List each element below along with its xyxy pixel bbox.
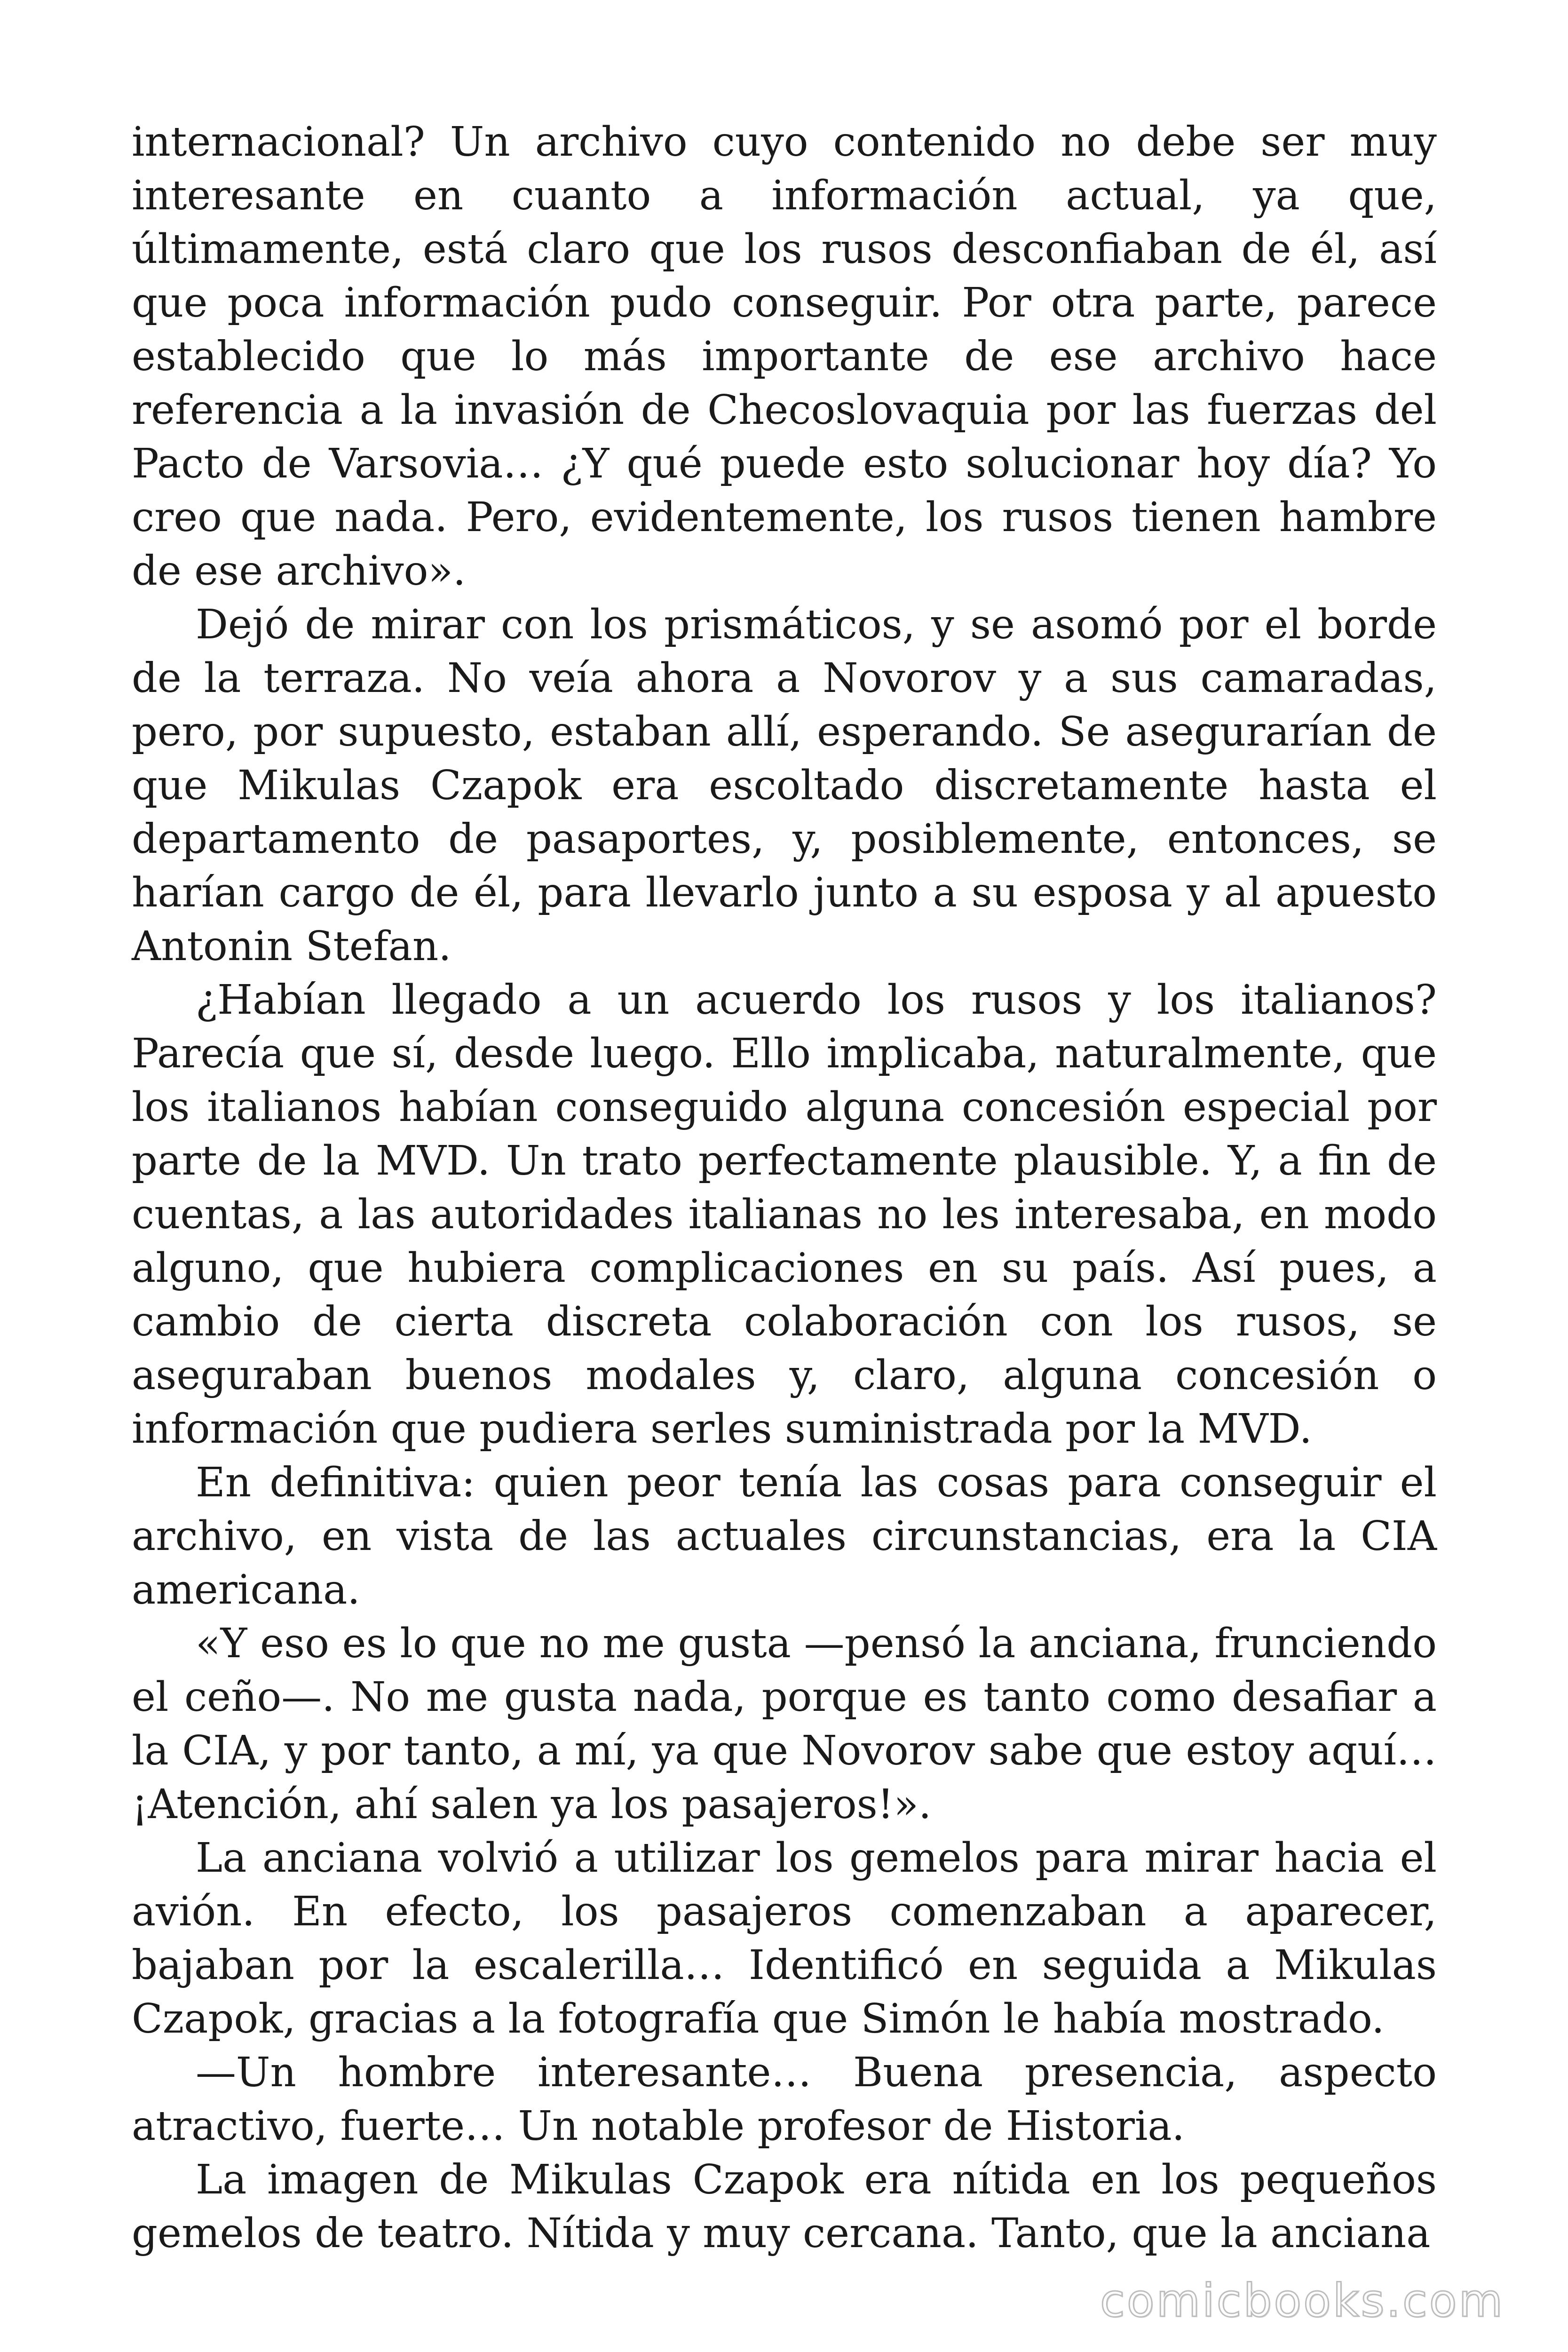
paragraph-5: «Y eso es lo que no me gusta —pensó la anciana, frunciendo el ceño—. No me gusta nada, porque es tanto como desafiar a la CIA, y por tanto, a mí, ya que Novorov sabe que estoy aquí… ¡Atención, ahí salen ya los pasajeros!». [132, 1620, 1437, 1828]
paragraph-4: En definitiva: quien peor tenía las cosas para conseguir el archivo, en vista de las actuales circunstancias, era la CIA americana. [132, 1459, 1437, 1613]
paragraph-3: ¿Habían llegado a un acuerdo los rusos y los italianos? Parecía que sí, desde luego. Ello implicaba, naturalmente, que los italianos habían conseguido alguna concesión especial por parte de la MVD. Un trato perfectamente plausible. Y, a fin de cuentas, a las autoridades italianas no les interesaba, en modo alguno, que hubiera complicaciones en su país. Así pues, a cambio de cierta discreta colaboración con los rusos, se aseguraban buenos modales y, claro, alguna concesión o información que pudiera serles suministrada por la MVD. [132, 977, 1437, 1453]
watermark: comicbooks.com [1100, 2274, 1505, 2327]
page-body [132, 115, 1437, 2260]
paragraph-8: La imagen de Mikulas Czapok era nítida en los pequeños gemelos de teatro. Nítida y muy cercana. Tanto, que la anciana [132, 2156, 1437, 2257]
paragraph-6: La anciana volvió a utilizar los gemelos para mirar hacia el avión. En efecto, los pasajeros comenzaban a aparecer, bajaban por la escalerilla… Identificó en seguida a Mikulas Czapok, gracias a la fotografía que Simón le había mostrado. [132, 1835, 1437, 2042]
paragraph-1: internacional? Un archivo cuyo contenido no debe ser muy interesante en cuanto a información actual, ya que, últimamente, está claro que los rusos desconfiaban de él, así que poca información pudo conseguir. Por otra parte, parece establecido que lo más importante de ese archivo hace referencia a la invasión de Checoslovaquia por las fuerzas del Pacto de Varsovia… ¿Y qué puede esto solucionar hoy día? Yo creo que nada. Pero, evidentemente, los rusos tienen hambre de ese archivo». [132, 119, 1437, 595]
paragraph-7: —Un hombre interesante… Buena presencia, aspecto atractivo, fuerte… Un notable profesor de Historia. [132, 2049, 1437, 2150]
paragraph-2: Dejó de mirar con los prismáticos, y se asomó por el borde de la terraza. No veía ahora a Novorov y a sus camaradas, pero, por supuesto, estaban allí, esperando. Se asegurarían de que Mikulas Czapok era escoltado discretamente hasta el departamento de pasaportes, y, posiblemente, entonces, se harían cargo de él, para llevarlo junto a su esposa y al apuesto Antonin Stefan. [132, 601, 1437, 970]
